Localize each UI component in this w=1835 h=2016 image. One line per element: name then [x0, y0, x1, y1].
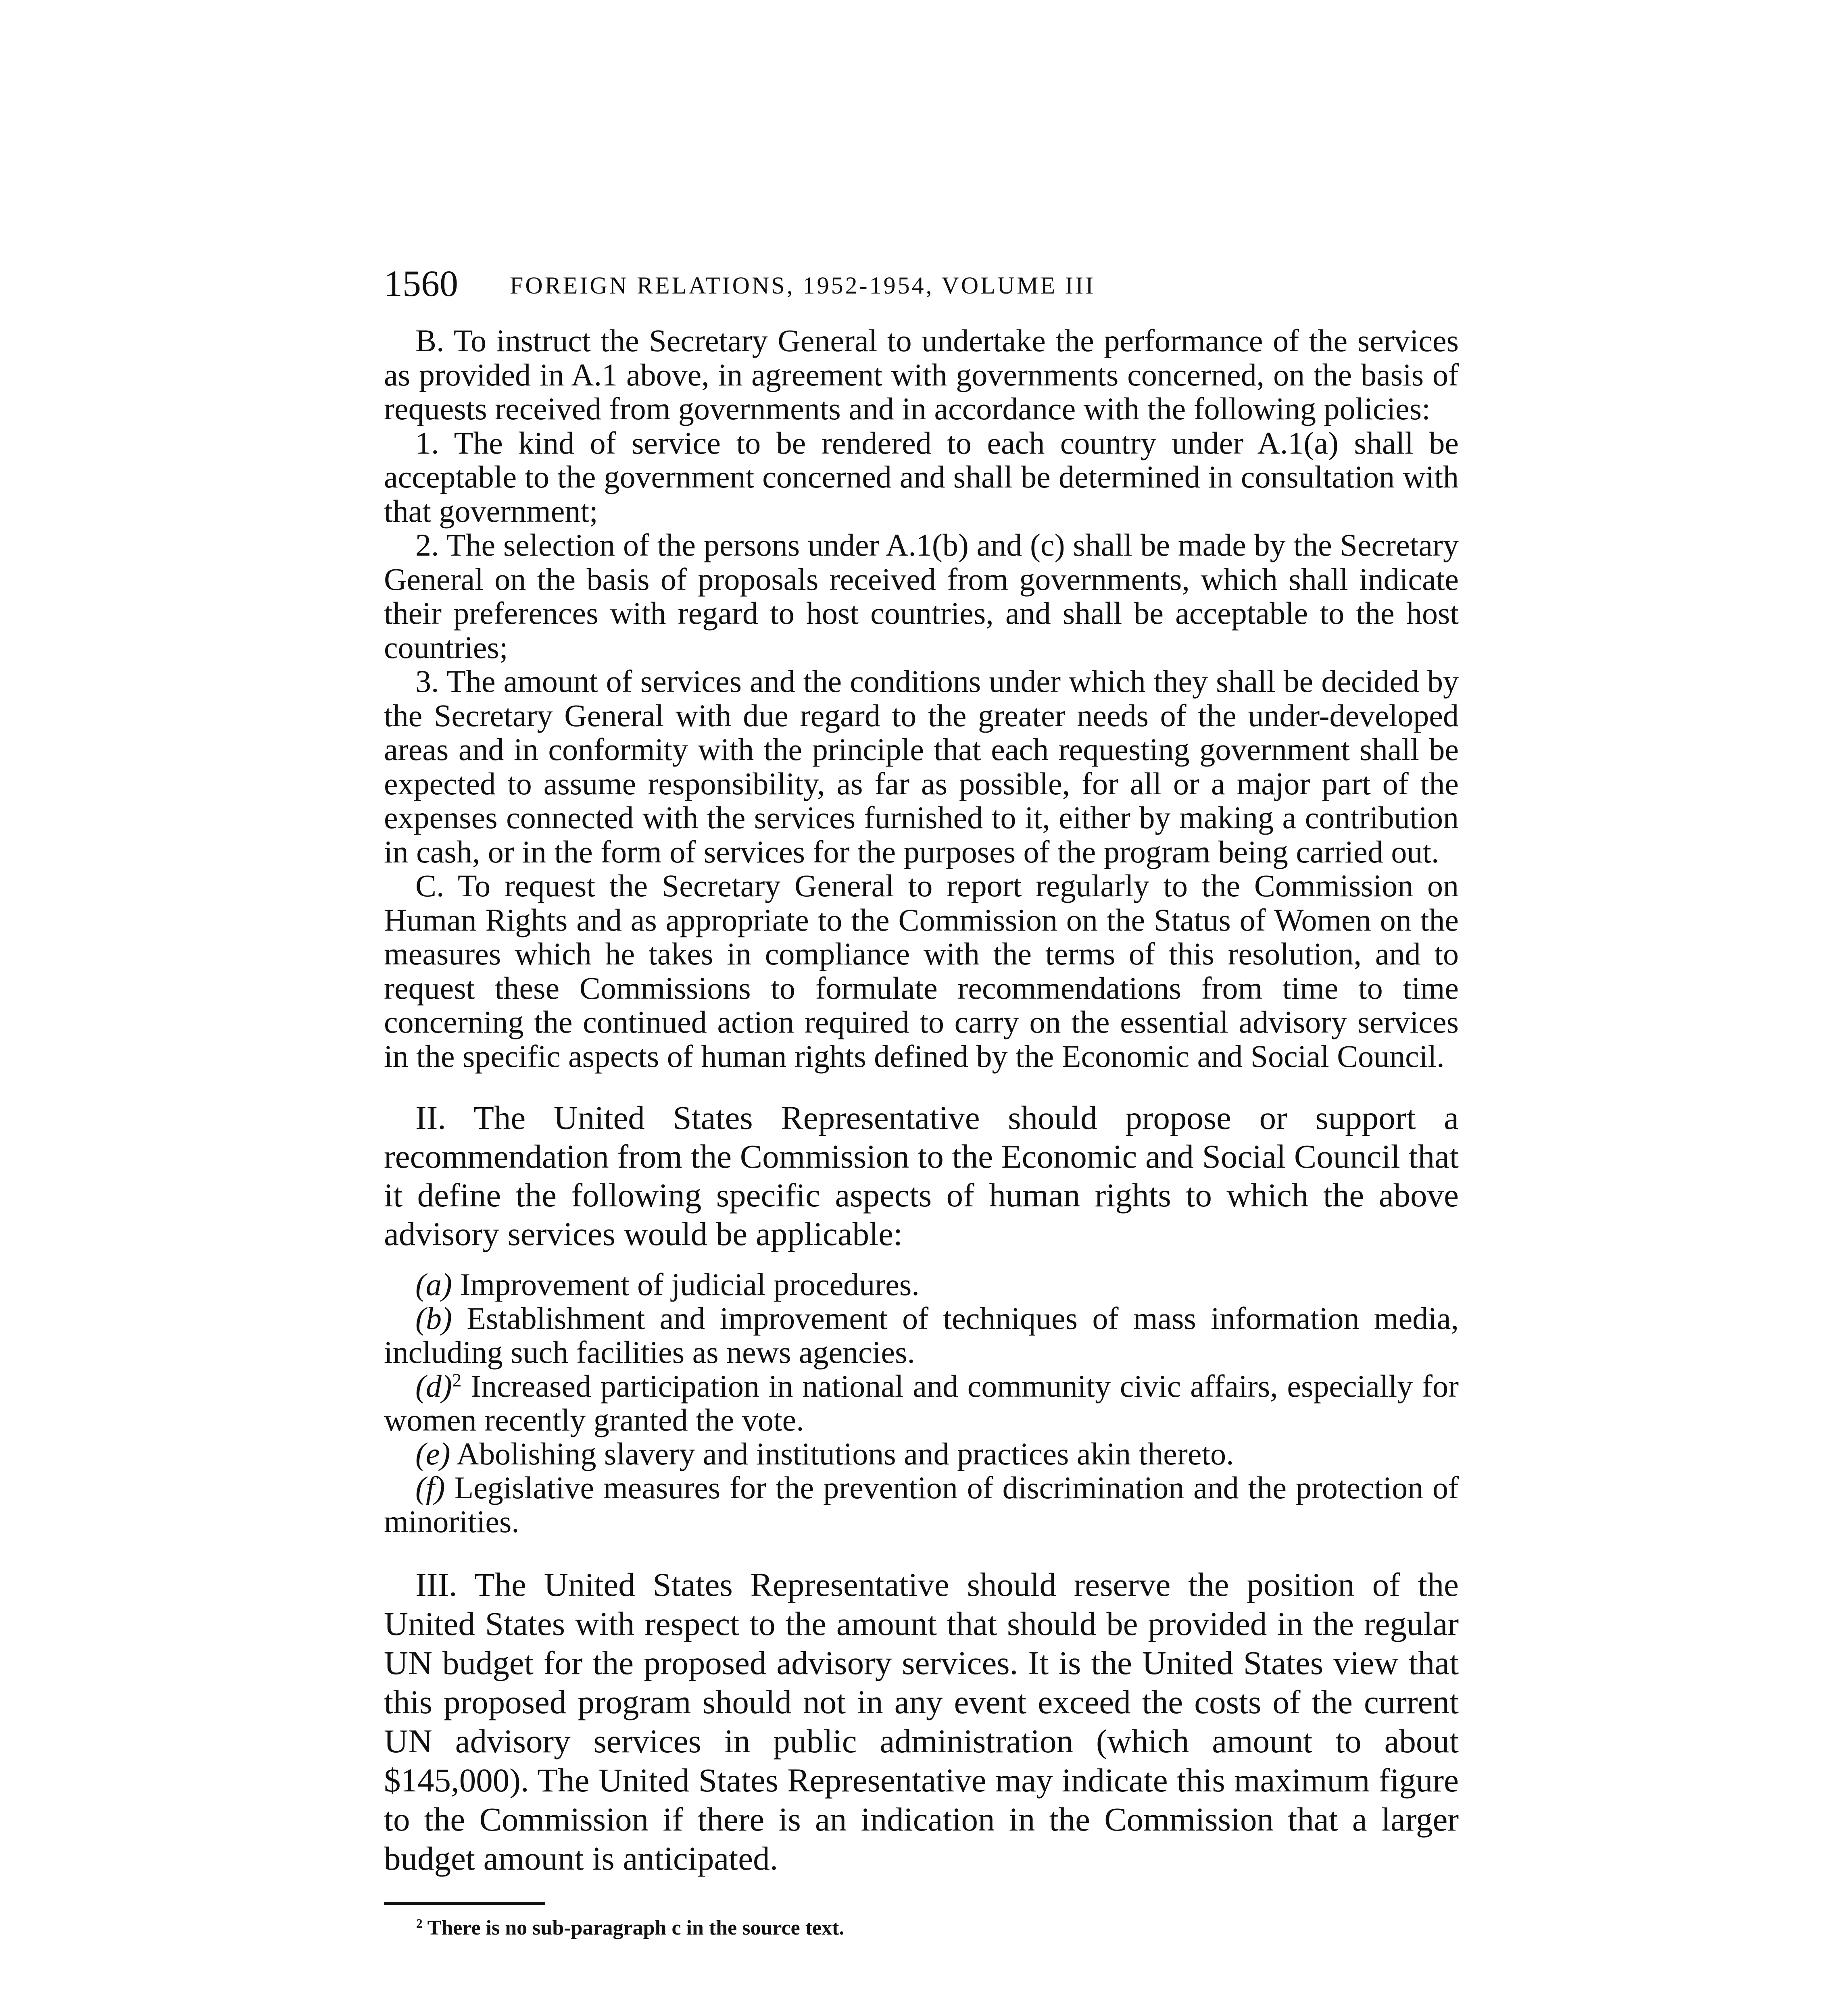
footnote-divider	[384, 1902, 545, 1905]
page-number: 1560	[384, 263, 458, 304]
aspect-item-a	[384, 1268, 1459, 1302]
aspect-label: (d)	[415, 1368, 452, 1404]
paragraph-b: B. To instruct the Secretary General to undertake the performance of the services as provided in A.1 above, in agreement with governments concerned, on the basis of requests received from governments and in accordance with the following policies:	[384, 323, 1459, 426]
aspect-text: Increased participation in national and community civic affairs, especially for women recently granted the vote.	[384, 1368, 1459, 1437]
aspect-label: (a)	[415, 1267, 452, 1302]
document-page	[384, 261, 1459, 1941]
aspects-list	[384, 1268, 1459, 1539]
footnote-reference: 2	[452, 1370, 462, 1391]
aspect-item-f	[384, 1471, 1459, 1539]
policy-item-1: 1. The kind of service to be rendered to each country under A.1(a) shall be acceptable to the government concerned and shall be determined in consultation with that government;	[384, 425, 1459, 529]
running-title: FOREIGN RELATIONS, 1952-1954, VOLUME III	[510, 272, 1096, 299]
aspect-label: (f)	[415, 1470, 445, 1505]
aspect-text: Legislative measures for the prevention of discrimination and the protection of minorities.	[384, 1470, 1459, 1539]
aspect-text: Improvement of judicial procedures.	[452, 1267, 920, 1302]
aspect-item-d	[384, 1369, 1459, 1437]
resolution-text	[384, 324, 1459, 1073]
footnote-text: There is no sub-paragraph c in the source text.	[422, 1916, 845, 1939]
footnote	[384, 1915, 1459, 1941]
policy-item-2: 2. The selection of the persons under A.1(b) and (c) shall be made by the Secretary General on the basis of proposals received from governments, which shall indicate their preferences with regard to host countries, and shall be acceptable to the host countries;	[384, 527, 1459, 665]
aspect-item-b	[384, 1302, 1459, 1369]
running-head	[384, 261, 1459, 306]
section-ii	[384, 1098, 1459, 1253]
paragraph-iii: III. The United States Representative should reserve the position of the United States with respect to the amount that should be provided in the regular UN budget for the proposed advisory services. It is the United States view that this proposed program should not in any event exceed the costs of the current UN advisory services in public administration (which amount to about $145,000). The United States Representative may indicate this maximum figure to the Commission if there is an indication in the Commission that a larger budget amount is anticipated.	[384, 1566, 1459, 1877]
paragraph-ii: II. The United States Representative should propose or support a recommendation from the Commission to the Economic and Social Council that it define the following specific aspects of human rights to which the above advisory services would be applicable:	[384, 1099, 1459, 1252]
aspect-label: (b)	[415, 1301, 452, 1336]
section-iii	[384, 1565, 1459, 1878]
aspect-text: Establishment and improvement of techniques of mass information media, including such facilities as news agencies.	[384, 1301, 1459, 1370]
aspect-item-e	[384, 1437, 1459, 1471]
footnote-marker: 2	[416, 1916, 423, 1931]
policy-item-3: 3. The amount of services and the conditions under which they shall be decided by the Secretary General with due regard to the greater needs of the under-developed areas and in conformity with the principle that each requesting government shall be expected to assume responsibility, as far as possible, for all or a major part of the expenses connected with the services furnished to it, either by making a contribution in cash, or in the form of services for the purposes of the program being carried out.	[384, 664, 1459, 869]
aspect-text: Abolishing slavery and institutions and practices akin thereto.	[450, 1436, 1234, 1471]
paragraph-c: C. To request the Secretary General to report regularly to the Commission on Human Rights and as appropriate to the Commission on the Status of Women on the measures which he takes in compliance with the terms of this resolution, and to request these Commissions to formulate recommendations from time to time concerning the continued action required to carry on the essential advisory services in the specific aspects of human rights defined by the Economic and Social Council.	[384, 868, 1459, 1074]
aspect-label: (e)	[415, 1436, 450, 1471]
